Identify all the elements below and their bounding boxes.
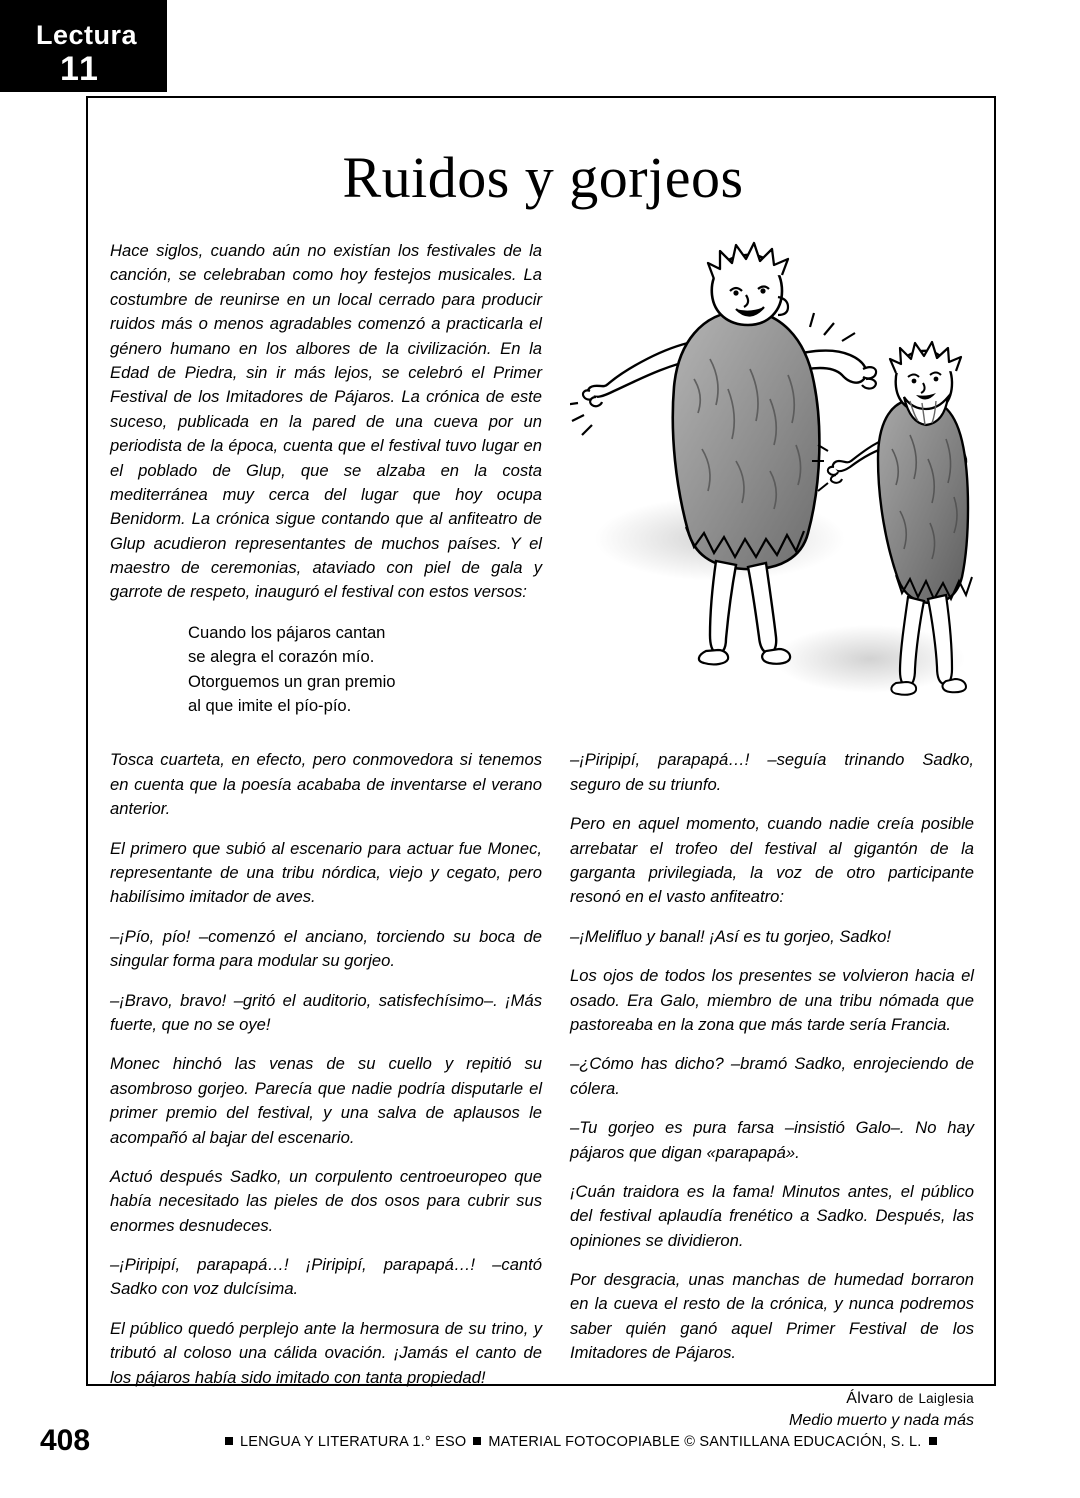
square-bullet-icon — [929, 1437, 937, 1445]
lectura-number: 11 — [60, 50, 100, 88]
body-paragraph: –Tu gorjeo es pura farsa –insistió Galo–. No hay pájaros que digan «parapapá». — [570, 1118, 974, 1162]
lectura-label: Lectura — [36, 20, 138, 50]
footer-credits — [218, 1434, 944, 1450]
verse-line: se alegra el corazón mío. — [188, 647, 375, 667]
body-paragraph: –¡Pío, pío! –comenzó el anciano, torciendo su boca de singular forma para modular su gorjeo. — [110, 926, 542, 971]
body-paragraph: El primero que subió al escenario para actuar fue Monec, representante de una tribu nórdica, viejo y cegato, pero habilísimo imitador de aves. — [110, 838, 542, 907]
attribution-work: Medio muerto y nada más — [789, 1412, 974, 1430]
body-paragraph: Por desgracia, unas manchas de humedad borraron en la cueva el resto de la crónica, y nunca podremos saber quién ganó aquel Primer Festival de los Imitadores de Pájaros. — [570, 1270, 974, 1363]
page-footer — [0, 1424, 1080, 1464]
illustration-column — [570, 239, 974, 719]
body-paragraph: –¡Bravo, bravo! –gritó el auditorio, satisfechísimo–. ¡Más fuerte, que no se oye! — [110, 990, 542, 1034]
body-paragraph: Monec hinchó las venas de su cuello y repitió su asombroso gorjeo. Parecía que nadie podría disputarle el primer premio del festival, y una salva de aplausos le acompañó al bajar del escenario. — [110, 1054, 542, 1147]
footer-subject: LENGUA Y LITERATURA 1.° ESO — [240, 1434, 467, 1450]
body-paragraph: Actuó después Sadko, un corpulento centroeuropeo que había necesitado las pieles de dos osos para cubrir sus enormes desnudeces. — [110, 1166, 542, 1235]
verse-line: Otorguemos un gran premio — [188, 671, 396, 691]
lectura-tab — [0, 0, 167, 92]
top-section — [110, 239, 976, 734]
square-bullet-icon — [225, 1437, 233, 1445]
author-particle: de — [898, 1390, 914, 1406]
page-number: 408 — [40, 1424, 91, 1457]
verse-line: Cuando los pájaros cantan — [188, 622, 386, 642]
body-columns — [110, 748, 976, 1433]
cavemen-singing-illustration — [570, 239, 974, 719]
body-paragraph: –¡Piripipí, parapapá…! ¡Piripipí, parapapá…! –cantó Sadko con voz dulcísima. — [110, 1255, 542, 1299]
intro-paragraph: Hace siglos, cuando aún no existían los festivales de la canción, se celebraban como hoy festejos musicales. La costumbre de reunirse en un local cerrado para producir ruidos más o menos agradables comenzó a practicarla el género humano en los albores de la civilización. En la Edad de Piedra, sin ir más lejos, se celebró el Primer Festival de los Imitadores de Pájaros. La crónica de este suceso, publicada en la pared de una cueva por un periodista de la época, cuenta que el festival tuvo lugar en el poblado de Glup, que se alzaba en la costa mediterránea muy cerca del lugar que hoy ocupa Benidorm. La crónica sigue contando que al anfiteatro de Glup acudieron representantes de muchos países. Y el maestro de ceremonias, ataviado con piel de gala y garrote de respeto, inauguró el festival con estos versos: — [110, 241, 542, 602]
body-paragraph: –¿Cómo has dicho? –bramó Sadko, enrojeciendo de cólera. — [570, 1054, 974, 1098]
attribution-author — [570, 1388, 974, 1411]
footer-copyright: MATERIAL FOTOCOPIABLE © SANTILLANA EDUCACIÓN, S. L. — [488, 1434, 922, 1450]
body-paragraph: Los ojos de todos los presentes se volvieron hacia el osado. Era Galo, miembro de una tribu nómada que pastoreaba en la zona que más tarde sería Francia. — [570, 966, 974, 1034]
verse-line: al que imite el pío-pío. — [188, 696, 352, 716]
body-paragraph: –¡Piripipí, parapapá…! –seguía trinando Sadko, seguro de su triunfo. — [570, 750, 974, 794]
square-bullet-icon — [473, 1437, 481, 1445]
body-paragraph: ¡Cuán traidora es la fama! Minutos antes, el público del festival aplaudía frenético a Sadko. Después, las opiniones se dividieron. — [570, 1181, 974, 1250]
body-paragraph: –¡Melifluo y banal! ¡Así es tu gorjeo, Sadko! — [570, 926, 891, 946]
right-column — [570, 748, 974, 1433]
left-column — [110, 748, 542, 1433]
page-content — [110, 120, 976, 1430]
body-paragraph: Pero en aquel momento, cuando nadie creía posible arrebatar el trofeo del festival al gigantón de la garganta privilegiada, la voz de otro participante resonó en el vasto anfiteatro: — [570, 814, 974, 907]
body-paragraph: El público quedó perplejo ante la hermosura de su trino, y tributó al coloso una cálida ovación. ¡Jamás el canto de los pájaros había sido imitado con tanta propiedad! — [110, 1318, 542, 1387]
page-title: Ruidos y gorjeos — [342, 145, 744, 210]
author-last-name: Laiglesia — [918, 1390, 974, 1406]
author-first-name: Álvaro — [846, 1389, 894, 1407]
body-paragraph: Tosca cuarteta, en efecto, pero conmovedora si tenemos en cuenta que la poesía acababa de inventarse el verano anterior. — [110, 750, 542, 819]
intro-column — [110, 239, 542, 734]
verse-block — [188, 621, 542, 719]
